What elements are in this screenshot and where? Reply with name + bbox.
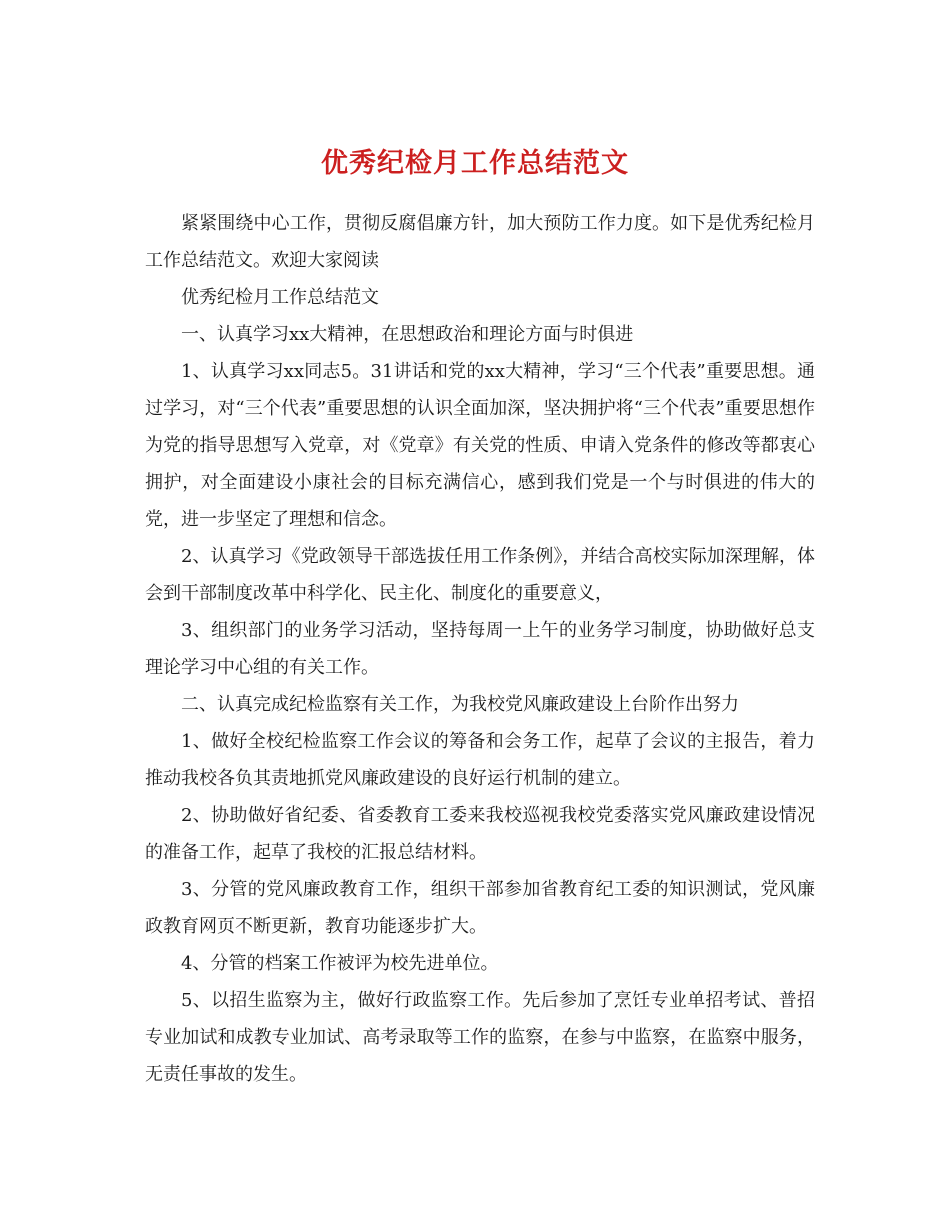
section-2-item-4: 4、分管的档案工作被评为校先进单位。 (181, 953, 499, 974)
intro-paragraph: 紧紧围绕中心工作，贯彻反腐倡廉方针，加大预防工作力度。如下是优秀纪检月工作总结范文。欢迎大家阅读 (145, 213, 815, 271)
section-2-item-1: 1、做好全校纪检监察工作会议的筹备和会务工作，起草了会议的主报告，着力推动我校各负其责地抓党风廉政建设的良好运行机制的建立。 (145, 731, 815, 789)
section-2-item-2: 2、协助做好省纪委、省委教育工委来我校巡视我校党委落实党风廉政建设情况的准备工作，起草了我校的汇报总结材料。 (145, 805, 815, 863)
section-1-item-3: 3、组织部门的业务学习活动，坚持每周一上午的业务学习制度，协助做好总支理论学习中心组的有关工作。 (145, 620, 815, 678)
section-heading-2: 二、认真完成纪检监察有关工作，为我校党风廉政建设上台阶作出努力 (181, 694, 739, 715)
subtitle-paragraph: 优秀纪检月工作总结范文 (181, 287, 379, 308)
section-2-item-5: 5、以招生监察为主，做好行政监察工作。先后参加了烹饪专业单招考试、普招专业加试和成教专业加试、高考录取等工作的监察，在参与中监察，在监察中服务，无责任事故的发生。 (145, 990, 815, 1085)
section-1-item-2: 2、认真学习《党政领导干部选拔任用工作条例》，并结合高校实际加深理解，体会到干部制度改革中科学化、民主化、制度化的重要意义， (145, 546, 815, 604)
document-body (145, 205, 815, 1093)
section-heading-1: 一、认真学习xx大精神，在思想政治和理论方面与时俱进 (181, 324, 634, 345)
section-2-item-3: 3、分管的党风廉政教育工作，组织干部参加省教育纪工委的知识测试，党风廉政教育网页不断更新，教育功能逐步扩大。 (145, 879, 815, 937)
document-title: 优秀纪检月工作总结范文 (321, 148, 629, 180)
section-1-item-1: 1、认真学习xx同志5。31讲话和党的xx大精神，学习“三个代表”重要思想。通过学习，对“三个代表”重要思想的认识全面加深，坚决拥护将“三个代表”重要思想作为党的指导思想写入党章，对《党章》有关党的性质、申请入党条件的修改等都衷心拥护，对全面建设小康社会的目标充满信心，感到我们党是一个与时俱进的伟大的党，进一步坚定了理想和信念。 (145, 361, 815, 530)
